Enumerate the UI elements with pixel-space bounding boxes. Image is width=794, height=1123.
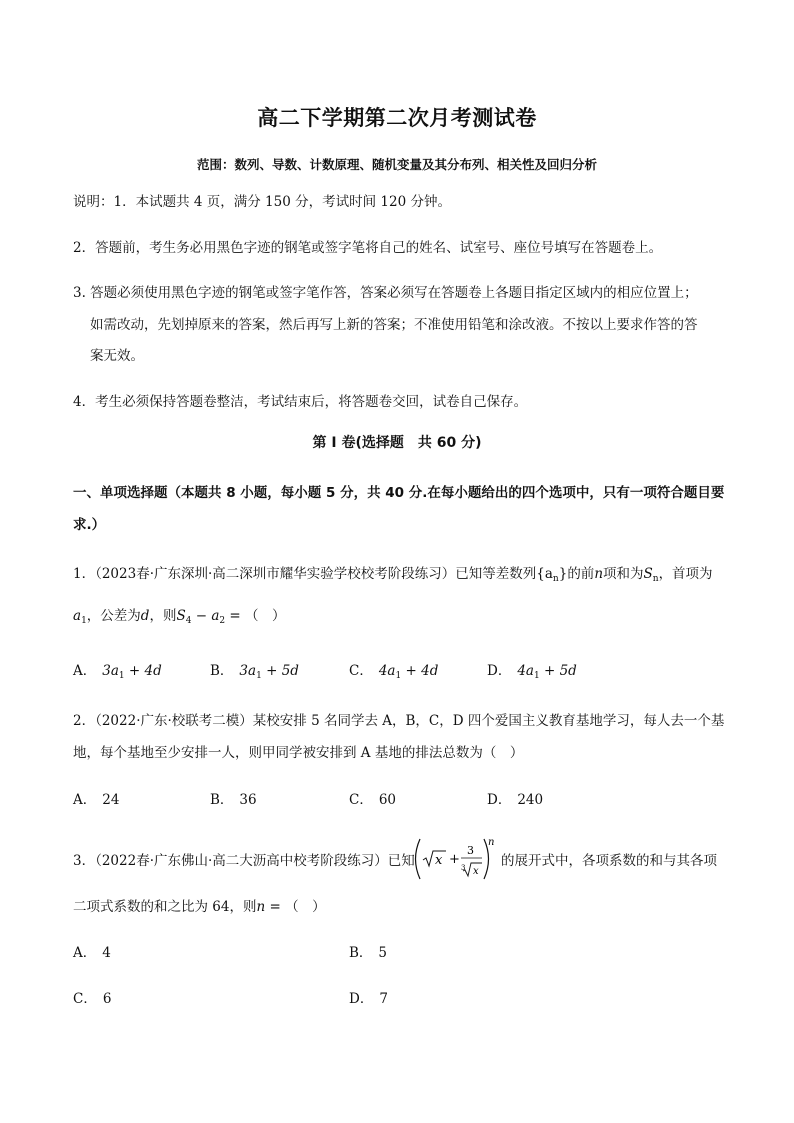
q2-option-a[interactable]: A． 24: [73, 792, 120, 808]
q1-option-d[interactable]: D． $4a_1 + 5d$: [487, 663, 577, 681]
question-2-stem-cont: 地，每个基地至少安排一人，则甲同学被安排到 A 基地的排法总数为（ ）: [73, 745, 524, 761]
q1-expression: $S_4 - a_2$: [176, 608, 226, 626]
note-4: 4．考生必须保持答题卷整洁，考试结束后，将答题卷交回，试卷自己保存。: [73, 394, 528, 410]
q3-binomial-expression: [412, 836, 498, 882]
q1-text-mid2: 项和为: [603, 566, 644, 582]
note-3: 3. 答题必须使用黑色字迹的钢笔或签字笔作答，答案必须写在答题卷上各题目指定区域内的相应位置上；: [73, 285, 698, 301]
q3-option-b[interactable]: B． 5: [349, 945, 388, 961]
question-2-stem: 2．（2022·广东·校联考二模）某校安排 5 名同学去 A，B，C，D 四个爱国主义教育基地学习，每人去一个基: [73, 713, 725, 729]
q2-option-d[interactable]: D． 240: [487, 792, 544, 808]
q2-option-c[interactable]: C． 60: [349, 792, 397, 808]
q3-radicand: x: [435, 853, 443, 868]
q3-frac-numerator: 3: [467, 844, 474, 857]
q3-root-index: 3: [461, 864, 466, 872]
part-one-heading: 第 I 卷(选择题 共 60 分): [312, 435, 482, 451]
q1-option-b[interactable]: B． $3a_1 + 5d$: [210, 663, 299, 681]
question-1-stem: [73, 562, 713, 584]
exam-scope: 范围：数列、导数、计数原理、随机变量及其分布列、相关性及回归分析: [196, 157, 597, 172]
q1-text-tail: ，首项为: [658, 566, 713, 582]
question-3-suffix: 的展开式中，各项系数的和与其各项: [501, 853, 717, 869]
q1-text-diff: ，公差为: [86, 608, 141, 624]
question-3-prefix: 3．（2022春·广东佛山·高二大沥高中校考阶段练习）已知: [73, 853, 415, 869]
q1-option-c[interactable]: C． $4a_1 + 4d$: [349, 663, 439, 681]
q3-option-d[interactable]: D． 7: [349, 991, 388, 1007]
q3-plus: +: [449, 852, 460, 867]
q2-option-b[interactable]: B． 36: [210, 792, 257, 808]
left-paren: [416, 839, 421, 879]
q1-sequence: $\{a_n\}$: [536, 566, 568, 584]
q1-text-end: = （ ）: [225, 608, 286, 624]
q3-option-c[interactable]: C． 6: [73, 991, 112, 1007]
q1-prefix: 1．（2023春·广东深圳·高二深圳市耀华实验学校校考阶段练习）已知等差数列: [73, 566, 537, 582]
q1-first-term: $a_1$: [73, 608, 87, 626]
q1-option-a[interactable]: A． $3a_1 + 4d$: [73, 663, 162, 681]
q3-option-a[interactable]: A． 4: [73, 945, 111, 961]
exam-title: 高二下学期第二次月考测试卷: [257, 106, 537, 130]
section-one-instructions-cont: 求.）: [73, 517, 106, 533]
question-1-stem-cont: [73, 604, 286, 626]
section-one-instructions: 一、单项选择题（本题共 8 小题，每小题 5 分，共 40 分.在每小题给出的四个选项中，只有一项符合题目要: [73, 485, 725, 501]
note-3-cont2: 案无效。: [90, 348, 144, 364]
note-1: 说明：1．本试题共 4 页，满分 150 分，考试时间 120 分钟。: [73, 194, 451, 210]
q1-sum: $S_n$: [643, 566, 659, 584]
question-3-stem-cont: 二项式系数的和之比为 64，则n = （ ）: [73, 899, 326, 915]
q1-text-mid: 的前: [567, 566, 595, 582]
q1-d: d: [140, 608, 150, 624]
note-2: 2．答题前，考生务必用黑色字迹的钢笔或签字笔将自己的姓名、试室号、座位号填写在答题卷上。: [73, 240, 663, 256]
note-3-cont: 如需改动，先划掉原来的答案，然后再写上新的答案；不准使用铅笔和涂改液。不按以上要求作答的答: [90, 317, 698, 333]
q3-power: n: [488, 837, 495, 848]
q1-n: n: [594, 566, 604, 582]
q1-text-then: ，则: [149, 608, 177, 624]
q3-frac-den-x: x: [473, 866, 479, 877]
